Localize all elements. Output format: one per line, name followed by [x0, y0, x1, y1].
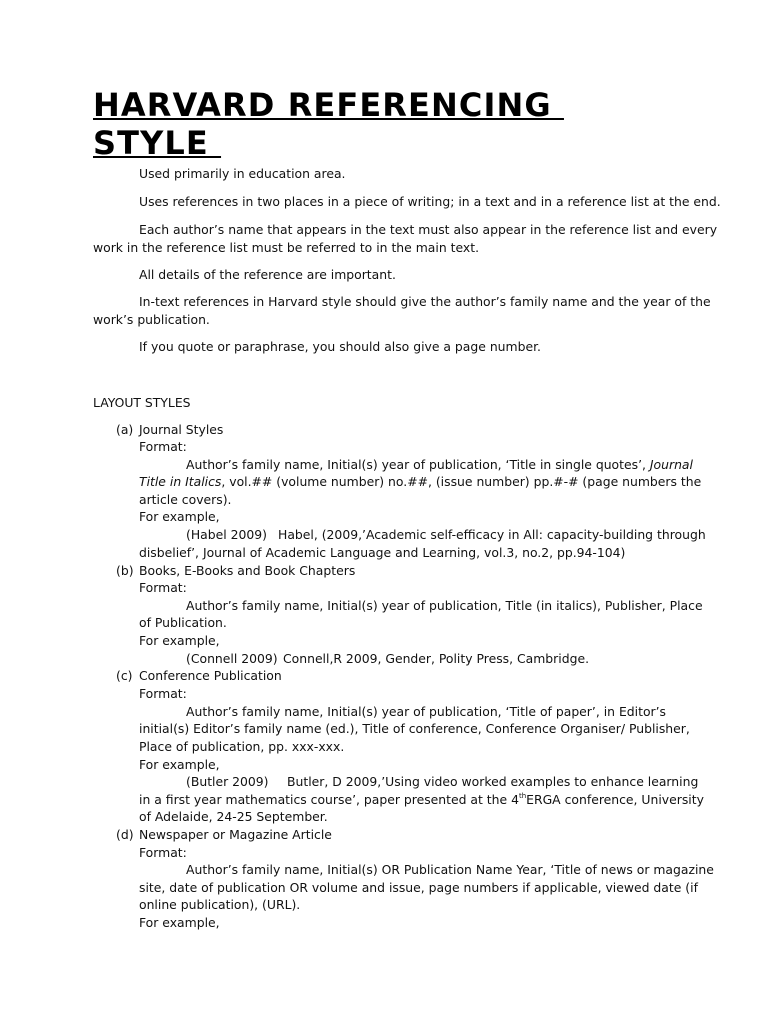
journal-example-line-2: disbelief’, Journal of Academic Language and Learning, vol.3, no.2, pp.94-104) [139, 545, 626, 560]
newspaper-format-label: Format: [139, 845, 187, 860]
conference-heading: Conference Publication [139, 668, 282, 683]
newspaper-heading: Newspaper or Magazine Article [139, 827, 332, 842]
journal-format-text: Author’s family name, Initial(s) year of publication, ‘Title in single quotes’, [186, 457, 650, 472]
journal-format-line-2 [139, 473, 701, 490]
conference-example-line-3: of Adelaide, 24-25 September. [139, 809, 328, 824]
journal-format-line-1 [186, 456, 693, 473]
conference-example-label: For example, [139, 757, 220, 772]
journal-format-text-2: , vol.## (volume number) no.##, (issue number) pp.#-# (page numbers the [221, 474, 702, 489]
intro-paragraph-5-line-2: work’s publication. [93, 312, 210, 327]
conference-format-line-1: Author’s family name, Initial(s) year of publication, ‘Title of paper’, in Editor’s [186, 704, 667, 719]
conference-format-line-2: initial(s) Editor’s family name (ed.), Title of conference, Conference Organiser/ Publisher, [139, 721, 690, 736]
newspaper-format-line-3: online publication), (URL). [139, 897, 301, 912]
ordinal-superscript: th [518, 792, 527, 800]
layout-styles-heading: LAYOUT STYLES [93, 395, 191, 410]
journal-example-line-1: Habel, (2009,’Academic self-efficacy in All: capacity-building through [278, 527, 706, 542]
intro-paragraph-3-line-1: Each author’s name that appears in the text must also appear in the reference list and every [139, 222, 718, 237]
journal-title-italic-2: Title in Italics [139, 474, 222, 489]
conference-example-citation: (Butler 2009) [186, 774, 269, 789]
list-marker-c: (c) [116, 668, 133, 683]
journal-format-line-3: article covers). [139, 492, 232, 507]
intro-paragraph-1: Used primarily in education area. [139, 166, 346, 181]
document-title [93, 86, 564, 162]
journal-format-label: Format: [139, 439, 187, 454]
conference-example-line-2 [139, 791, 704, 808]
list-marker-b: (b) [116, 563, 134, 578]
list-marker-d: (d) [116, 827, 134, 842]
books-heading: Books, E-Books and Book Chapters [139, 563, 356, 578]
intro-paragraph-6: If you quote or paraphrase, you should also give a page number. [139, 339, 541, 354]
newspaper-example-label: For example, [139, 915, 220, 930]
journal-example-citation: (Habel 2009) [186, 527, 267, 542]
books-example-line-1: Connell,R 2009, Gender, Polity Press, Cambridge. [283, 651, 590, 666]
conference-example-text: in a first year mathematics course’, paper presented at the 4 [139, 792, 519, 807]
conference-example-text-2: ERGA conference, University [526, 792, 704, 807]
books-format-label: Format: [139, 580, 187, 595]
journal-styles-heading: Journal Styles [139, 422, 224, 437]
list-marker-a: (a) [116, 422, 134, 437]
books-example-label: For example, [139, 633, 220, 648]
journal-title-italic-1: Journal [649, 457, 693, 472]
conference-format-label: Format: [139, 686, 187, 701]
newspaper-format-line-1: Author’s family name, Initial(s) OR Publication Name Year, ‘Title of news or magazine [186, 862, 714, 877]
books-example-citation: (Connell 2009) [186, 651, 278, 666]
intro-paragraph-4: All details of the reference are important. [139, 267, 396, 282]
conference-format-line-3: Place of publication, pp. xxx-xxx. [139, 739, 345, 754]
books-format-line-1: Author’s family name, Initial(s) year of publication, Title (in italics), Publisher, Place [186, 598, 703, 613]
title-line-1: HARVARD REFERENCING [93, 86, 564, 124]
intro-paragraph-5-line-1: In-text references in Harvard style should give the author’s family name and the year of the [139, 294, 711, 309]
conference-example-line-1: Butler, D 2009,’Using video worked examples to enhance learning [287, 774, 699, 789]
intro-paragraph-2: Uses references in two places in a piece of writing; in a text and in a reference list at the end. [139, 194, 721, 209]
newspaper-format-line-2: site, date of publication OR volume and issue, page numbers if applicable, viewed date (if [139, 880, 698, 895]
books-format-line-2: of Publication. [139, 615, 227, 630]
intro-paragraph-3-line-2: work in the reference list must be referred to in the main text. [93, 240, 480, 255]
title-line-2: STYLE [93, 124, 222, 162]
journal-example-label: For example, [139, 509, 220, 524]
